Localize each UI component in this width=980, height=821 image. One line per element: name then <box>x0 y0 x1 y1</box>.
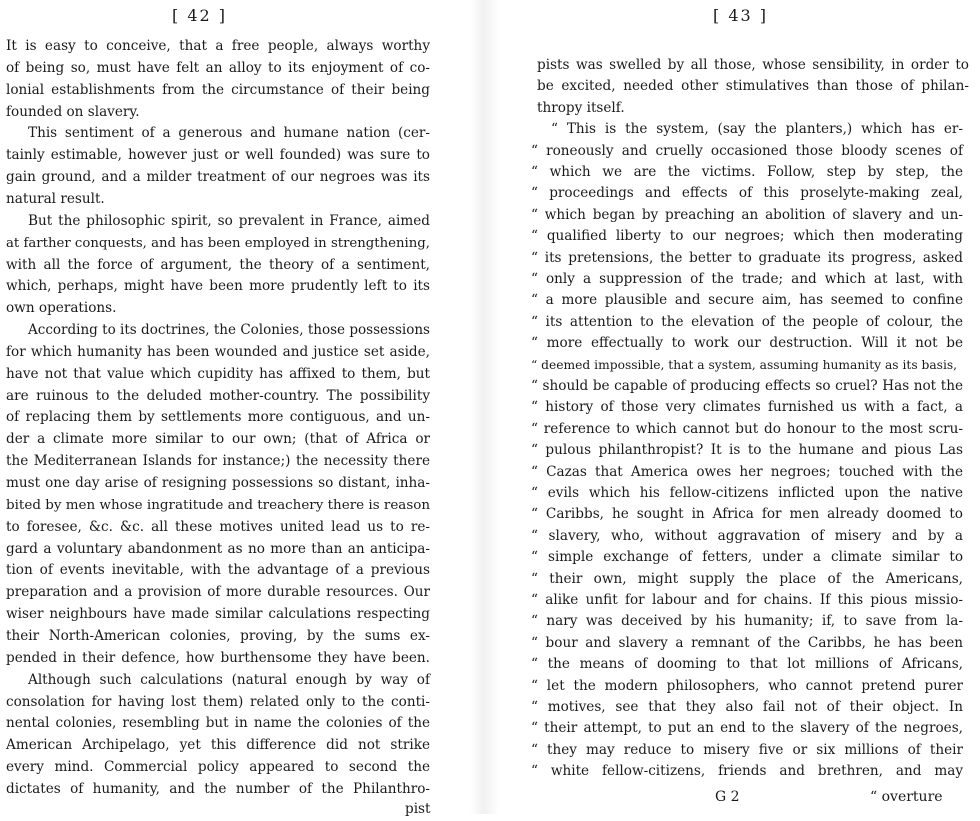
text-line: This sentiment of a generous and humane nation (cer- <box>28 125 430 142</box>
text-line: own operations. <box>6 300 117 317</box>
text-line: dictates of humanity, and the number of the Philanthro- <box>6 780 430 797</box>
text-line: bited by men whose ingratitude and treachery there is reason <box>6 496 431 513</box>
text-line: “ slavery, who, without aggravation of misery and by a <box>531 527 963 544</box>
text-line: “ proceedings and effects of this proselyte-making zeal, <box>531 185 963 202</box>
text-line: the Mediterranean Islands for instance;) the necessity there <box>6 453 430 470</box>
text-line: der a climate more similar to our own; (that of Africa or <box>6 431 430 448</box>
text-line: “ qualified liberty to our negroes; which then moderating <box>531 228 963 245</box>
text-line: lonial establishments from the circumstance of their being <box>6 81 430 98</box>
text-line: “ alike unfit for labour and for chains. If this pious missio- <box>531 592 963 608</box>
text-line: “ white fellow-citizens, friends and brethren, and may <box>531 763 963 780</box>
text-line: tion of events inevitable, with the advantage of a previous <box>6 562 430 579</box>
text-line: tainly estimable, however just or well founded) was sure to <box>6 147 430 164</box>
book-gutter <box>470 0 500 814</box>
text-line: “ their attempt, to put an end to the slavery of the negroes, <box>531 720 963 737</box>
text-line: preparation and a provision of more durable resources. Our <box>6 584 430 601</box>
text-line: their North-American colonies, proving, by the sums ex- <box>6 627 430 644</box>
text-line: Although such calculations (natural enough by way of <box>28 671 430 688</box>
text-line: American Archipelago, yet this difference did not strike <box>6 737 430 754</box>
page-number: [ 42 ] <box>172 6 228 25</box>
text-line: “ let the modern philosophers, who cannot pretend purer <box>531 677 963 694</box>
page-number: [ 43 ] <box>713 6 769 25</box>
text-line: It is easy to conceive, that a free people, always worthy <box>6 38 430 54</box>
text-line: “ simple exchange of fetters, under a climate similar to <box>531 549 963 566</box>
text-line: be excited, needed other stimulatives than those of philan- <box>537 78 969 95</box>
text-line: “ Cazas that America owes her negroes; touched with the <box>531 463 963 480</box>
text-line: which, perhaps, might have been more prudently left to its <box>6 278 430 295</box>
text-line: gain ground, and a milder treatment of our negroes was its <box>6 169 430 186</box>
text-line: consolation for having lost them) related only to the conti- <box>6 693 430 710</box>
text-line: “ motives, see that they also fail not of their object. In <box>531 699 963 715</box>
text-line: thropy itself. <box>537 99 625 116</box>
text-line: have not that value which cupidity has affixed to them, but <box>6 365 430 382</box>
text-line: for which humanity has been wounded and justice set aside, <box>6 343 430 360</box>
text-line: “ its attention to the elevation of the people of colour, the <box>531 313 963 330</box>
text-line: “ Caribbs, he sought in Africa for men already doomed to <box>531 506 963 523</box>
text-line: “ its pretensions, the better to graduate its progress, asked <box>531 249 963 266</box>
text-line: “ evils which his fellow-citizens inflicted upon the native <box>531 485 963 501</box>
text-line: “ should be capable of producing effects so cruel? Has not the <box>531 378 963 394</box>
text-line: “ This is the system, (say the planters,) which has er- <box>551 121 963 138</box>
text-line: to foresee, &c. &c. all these motives united lead us to re- <box>6 518 430 535</box>
text-line: pended in their defence, how burthensome they have been. <box>6 649 430 666</box>
text-line: “ which began by preaching an abolition of slavery and un- <box>531 206 963 223</box>
text-line: “ roneously and cruelly occasioned those bloody scenes of <box>531 142 963 159</box>
text-line: But the philosophic spirit, so prevalent in France, aimed <box>28 212 430 229</box>
text-line: natural result. <box>6 190 105 207</box>
text-line: of replacing them by settlements more contiguous, and un- <box>6 409 430 426</box>
text-line: are ruinous to the deluded mother-country. The possibility <box>6 387 430 404</box>
text-line: “ pulous philanthropist? It is to the humane and pious Las <box>531 442 963 459</box>
text-line: “ their own, might supply the place of the Americans, <box>531 570 963 587</box>
text-line: of being so, must have felt an alloy to its enjoyment of co- <box>6 59 430 76</box>
catchword: “ overture <box>870 789 943 805</box>
text-line: “ nary was deceived by his humanity; if, to save from la- <box>531 613 963 630</box>
text-line: pist <box>405 800 431 817</box>
text-line: nental colonies, resembling but in name the colonies of the <box>6 715 430 732</box>
text-line: at farther conquests, and has been employed in strengthening, <box>6 235 430 251</box>
text-line: founded on slavery. <box>6 103 140 120</box>
text-line: pists was swelled by all those, whose sensibility, in order to <box>537 57 969 73</box>
text-line: gard a voluntary abandonment as no more than an anticipa- <box>6 540 430 557</box>
text-line: “ bour and slavery a remnant of the Caribbs, he has been <box>531 634 963 651</box>
text-line: wiser neighbours have made similar calculations respecting <box>6 606 430 623</box>
text-line: “ a more plausible and secure aim, has seemed to confine <box>531 292 963 309</box>
text-line: “ which we are the victims. Follow, step by step, the <box>531 164 963 180</box>
text-line: “ deemed impossible, that a system, assuming humanity as its basis, <box>531 357 958 372</box>
text-line: “ more effectually to work our destruction. Will it not be <box>531 335 963 352</box>
text-line: “ only a suppression of the trade; and which at last, with <box>531 271 963 287</box>
text-line: “ they may reduce to misery five or six millions of their <box>531 741 963 758</box>
text-line: “ history of those very climates furnished us with a fact, a <box>531 399 963 416</box>
text-line: with all the force of argument, the theory of a sentiment, <box>6 256 430 273</box>
text-line: every mind. Commercial policy appeared to second the <box>6 759 430 776</box>
text-line: “ the means of dooming to that lot millions of Africans, <box>531 656 963 673</box>
text-line: “ reference to which cannot but do honour to the most scru- <box>531 420 963 437</box>
text-line: must one day arise of resigning possessions so distant, inha- <box>6 475 430 491</box>
text-line: According to its doctrines, the Colonies, those possessions <box>28 322 430 339</box>
signature-mark: G 2 <box>715 789 740 805</box>
